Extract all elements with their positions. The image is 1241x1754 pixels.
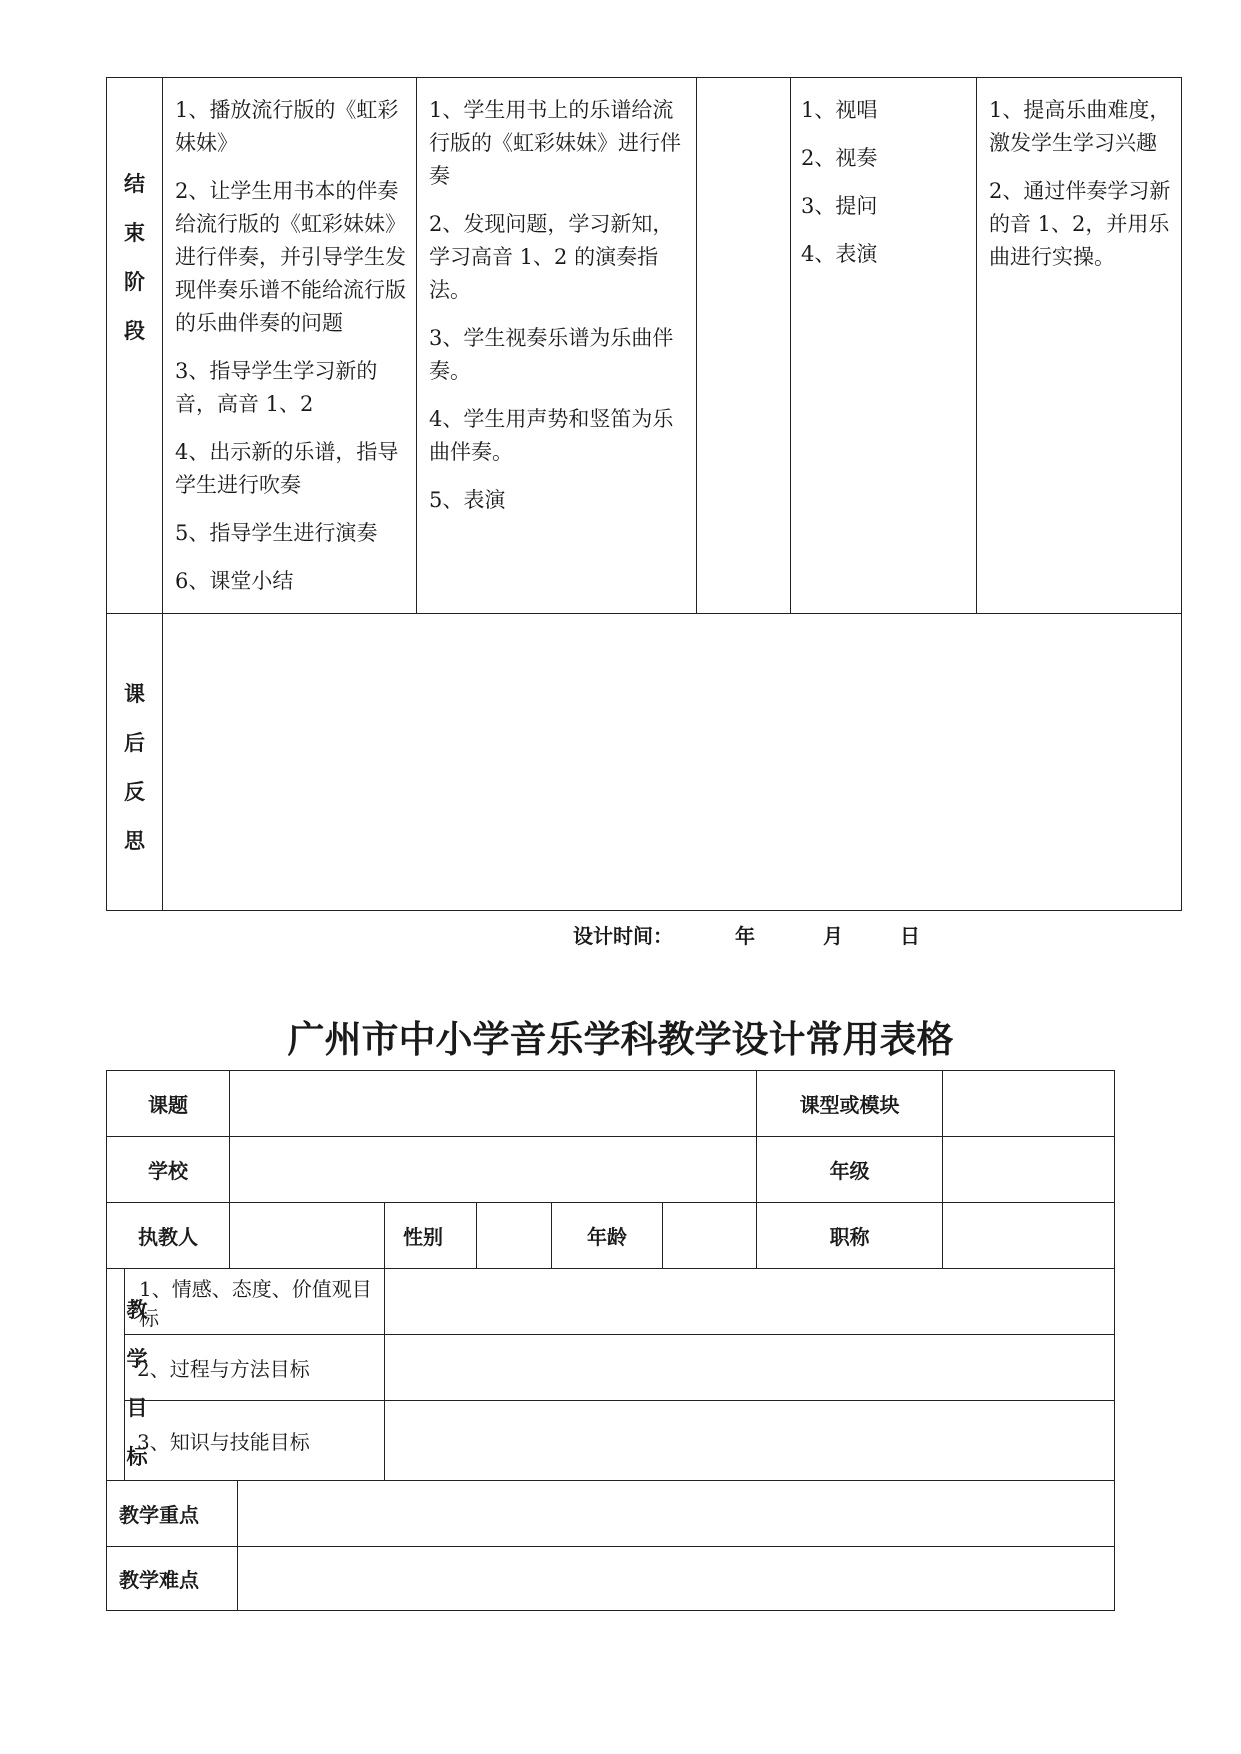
student-activity-cell (417, 78, 697, 614)
school-label: 学校 (107, 1137, 230, 1203)
grade-input[interactable] (943, 1137, 1115, 1203)
stage-label (107, 78, 162, 356)
intention-item: 1、提高乐曲难度，激发学生学习兴趣 (989, 98, 1171, 155)
design-time-label: 设计时间： (573, 924, 673, 948)
method-item: 3、提问 (801, 194, 878, 218)
grade-label: 年级 (757, 1137, 943, 1203)
method-list (791, 78, 976, 271)
topic-input[interactable] (230, 1071, 757, 1137)
teacher-activity-cell (163, 78, 417, 614)
reflection-label-char: 课 (124, 682, 145, 706)
reflection-label-char: 后 (124, 731, 145, 755)
reflection-label-cell (107, 614, 163, 911)
stage-label-char: 束 (124, 221, 145, 245)
gender-input[interactable] (477, 1203, 552, 1269)
goal-1-label: 1、情感、态度、价值观目标 (125, 1269, 385, 1335)
goals-label (106, 1286, 168, 1482)
teacher-activity-item: 3、指导学生学习新的音，高音 1、2 (175, 359, 378, 416)
age-input[interactable] (663, 1203, 757, 1269)
form-title: 广州市中小学音乐学科教学设计常用表格 (287, 1018, 954, 1061)
method-cell (791, 78, 977, 614)
empty-cell (697, 78, 791, 614)
method-item: 1、视唱 (801, 98, 878, 122)
reflection-label-char: 思 (124, 829, 145, 853)
teacher-input[interactable] (230, 1203, 385, 1269)
topic-label: 课题 (107, 1071, 230, 1137)
stage-label-char: 结 (124, 172, 145, 196)
student-activity-item: 5、表演 (429, 488, 506, 512)
intention-item: 2、通过伴奏学习新的音 1、2，并用乐曲进行实操。 (989, 179, 1171, 269)
school-input[interactable] (230, 1137, 757, 1203)
teacher-activity-item: 5、指导学生进行演奏 (175, 521, 378, 545)
design-time-month: 月 (823, 924, 843, 948)
intention-list (977, 78, 1181, 274)
job-title-input[interactable] (943, 1203, 1115, 1269)
lesson-process-table (106, 77, 1182, 911)
goals-label-char: 教 (126, 1298, 148, 1322)
goal-3-label: 3、知识与技能目标 (125, 1401, 385, 1481)
student-activity-item: 4、学生用声势和竖笛为乐曲伴奏。 (429, 407, 674, 464)
student-activity-item: 3、学生视奏乐谱为乐曲伴奏。 (429, 326, 674, 383)
reflection-label-char: 反 (124, 780, 145, 804)
design-time-line (0, 920, 1241, 950)
difficult-points-input[interactable] (238, 1547, 1115, 1611)
student-activity-item: 2、发现问题，学习新知，学习高音 1、2 的演奏指法。 (429, 212, 674, 302)
goal-1-input[interactable] (385, 1269, 1115, 1335)
teacher-activity-item: 4、出示新的乐谱，指导学生进行吹奏 (175, 440, 399, 497)
teacher-activity-item: 2、让学生用书本的伴奏给流行版的《虹彩妹妹》进行伴奏，并引导学生发现伴奏乐谱不能给流行版的乐曲伴奏的问题 (175, 179, 406, 335)
design-time-day: 日 (900, 924, 920, 948)
job-title-label: 职称 (757, 1203, 943, 1269)
reflection-content-cell (163, 614, 1182, 911)
goals-label-char: 学 (126, 1347, 148, 1371)
lesson-type-input[interactable] (943, 1071, 1115, 1137)
goal-3-input[interactable] (385, 1401, 1115, 1481)
stage-label-cell (107, 78, 163, 614)
intention-cell (977, 78, 1182, 614)
student-activity-list (417, 78, 696, 517)
teacher-activity-item: 1、播放流行版的《虹彩妹妹》 (175, 98, 399, 155)
key-points-label: 教学重点 (107, 1481, 238, 1547)
difficult-points-label: 教学难点 (107, 1547, 238, 1611)
age-label: 年龄 (552, 1203, 663, 1269)
method-item: 2、视奏 (801, 146, 878, 170)
gender-label: 性别 (385, 1203, 477, 1269)
lesson-type-label: 课型或模块 (757, 1071, 943, 1137)
goal-2-input[interactable] (385, 1335, 1115, 1401)
goals-label-char: 目 (126, 1396, 148, 1420)
reflection-label (107, 614, 162, 866)
stage-label-char: 阶 (124, 270, 145, 294)
design-time-year: 年 (735, 924, 755, 948)
lesson-design-form (106, 1070, 1115, 1611)
method-item: 4、表演 (801, 242, 878, 266)
goals-label-char: 标 (126, 1445, 148, 1469)
stage-label-char: 段 (124, 319, 145, 343)
key-points-input[interactable] (238, 1481, 1115, 1547)
teacher-activity-list (163, 78, 416, 598)
teacher-label: 执教人 (107, 1203, 230, 1269)
goal-2-label: 2、过程与方法目标 (125, 1335, 385, 1401)
teacher-activity-item: 6、课堂小结 (175, 569, 294, 593)
student-activity-item: 1、学生用书上的乐谱给流行版的《虹彩妹妹》进行伴奏 (429, 98, 681, 188)
